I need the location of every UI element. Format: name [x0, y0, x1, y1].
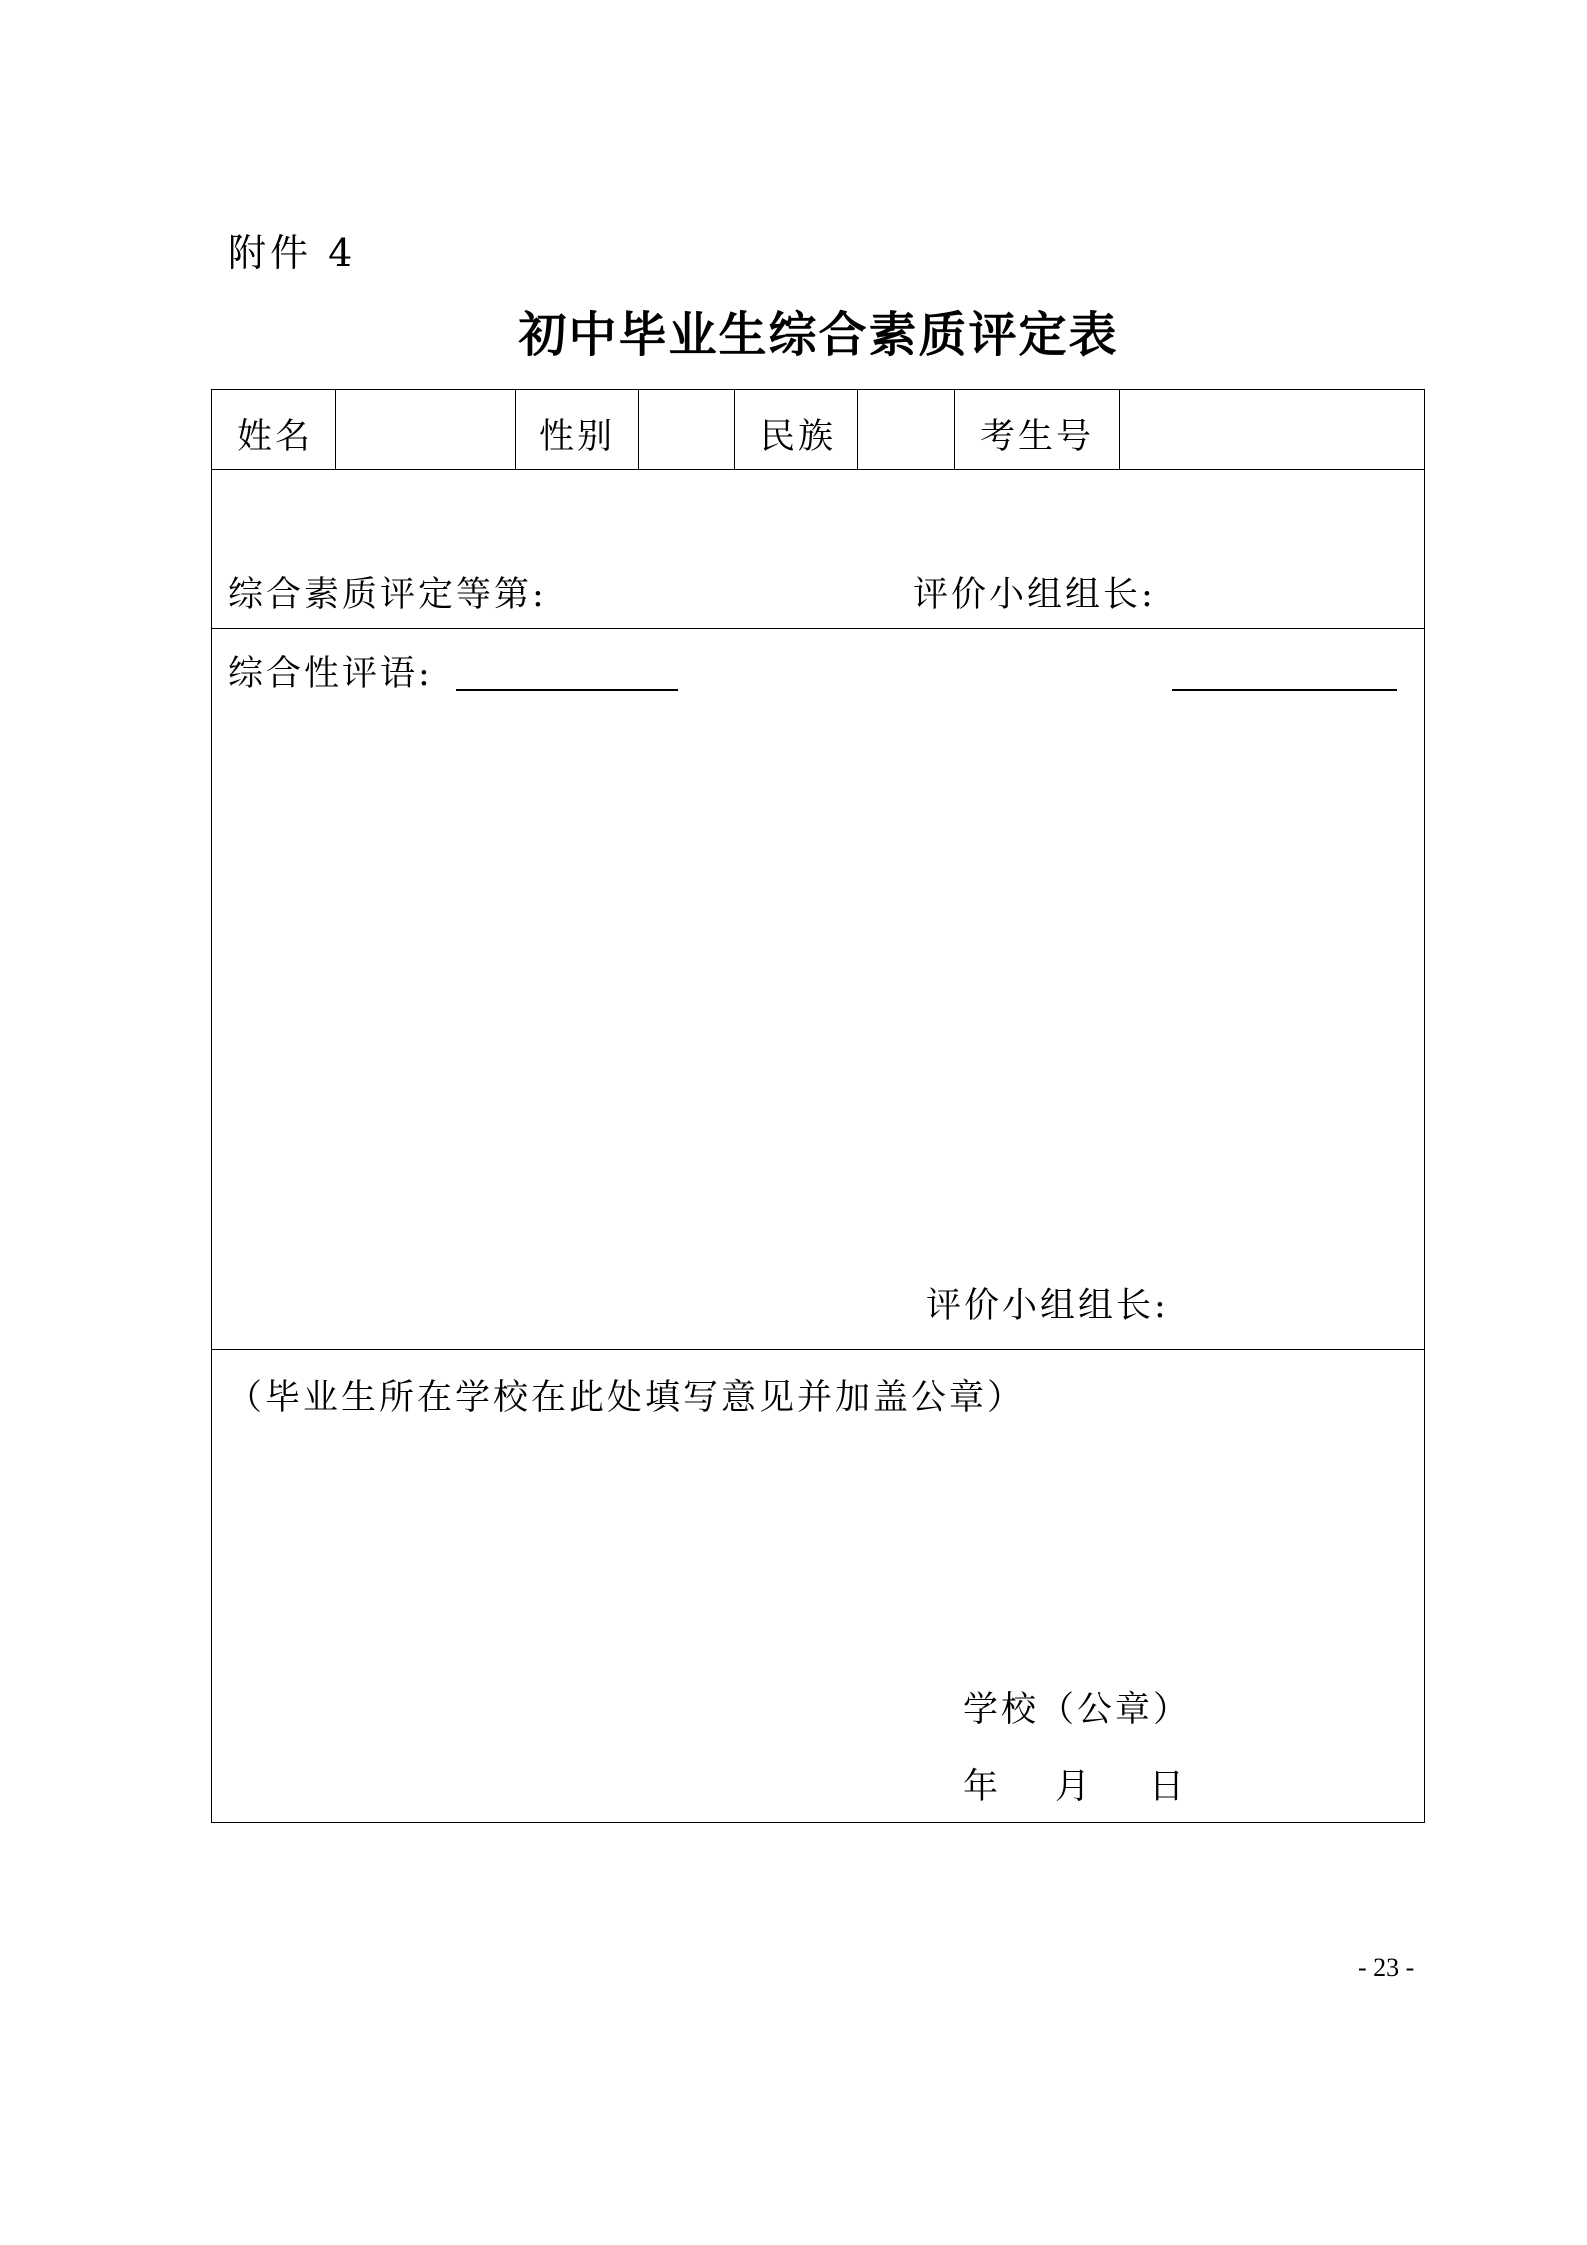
gender-field[interactable] [639, 390, 733, 469]
divider [212, 628, 1424, 629]
month-label: 月 [1055, 1767, 1094, 1807]
evaluation-form [211, 389, 1425, 1823]
school-seal-label: 学校（公章） [963, 1690, 1192, 1730]
comment-leader-label: 评价小组组长: [926, 1286, 1169, 1326]
comment-label: 综合性评语: [228, 654, 433, 694]
exam-number-field[interactable] [1120, 390, 1425, 469]
divider [515, 390, 516, 469]
day-label: 日 [1149, 1767, 1188, 1807]
divider [212, 1349, 1424, 1350]
exam-number-label: 考生号 [980, 417, 1095, 457]
grade-leader-label: 评价小组组长: [913, 575, 1156, 615]
comment-underline [456, 689, 678, 691]
name-field[interactable] [336, 390, 514, 469]
page-title: 初中毕业生综合素质评定表 [518, 307, 1119, 363]
page-number: - 23 - [1358, 1953, 1415, 1982]
gender-label: 性别 [539, 417, 616, 457]
divider [734, 390, 735, 469]
divider [954, 390, 955, 469]
year-label: 年 [963, 1767, 1002, 1807]
school-instruction: （毕业生所在学校在此处填写意见并加盖公章） [227, 1378, 1026, 1418]
ethnicity-field[interactable] [858, 390, 953, 469]
attachment-label: 附件 4 [228, 231, 357, 275]
name-label: 姓名 [237, 417, 314, 457]
leader-underline [1172, 689, 1397, 691]
ethnicity-label: 民族 [760, 417, 837, 457]
grade-label: 综合素质评定等第: [228, 575, 547, 615]
divider [212, 469, 1424, 470]
